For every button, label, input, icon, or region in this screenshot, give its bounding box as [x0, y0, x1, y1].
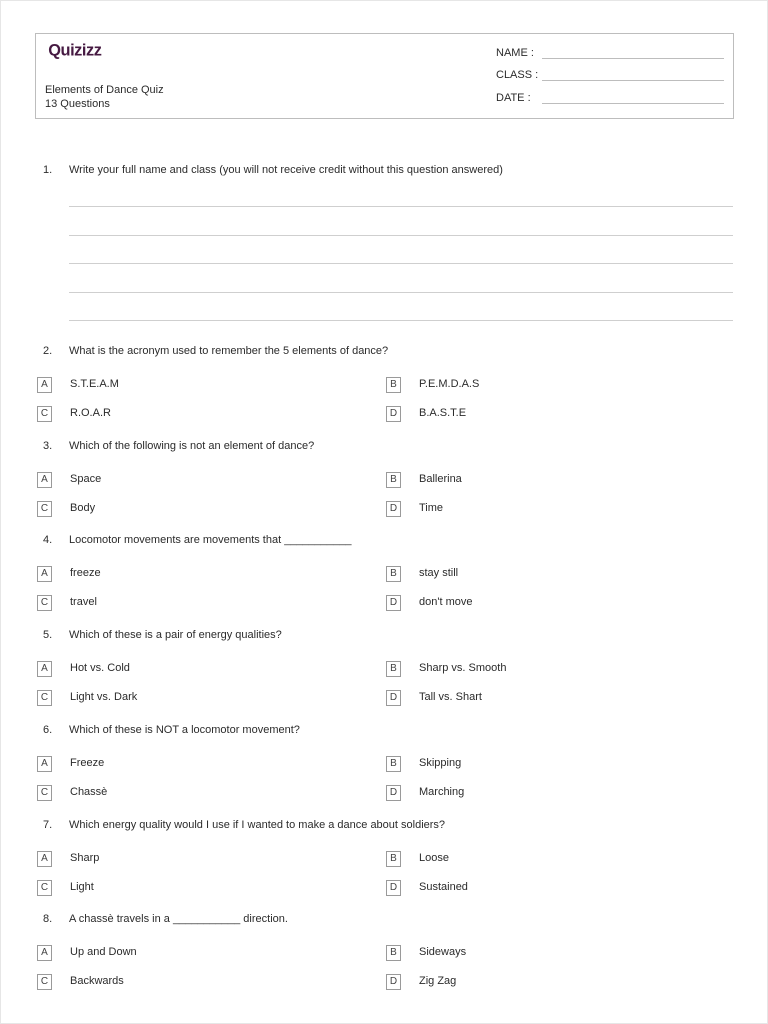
- question-text: What is the acronym used to remember the 5 elements of dance?: [69, 345, 389, 357]
- class-line[interactable]: [542, 80, 724, 81]
- option-text: Space: [70, 473, 102, 485]
- option-text: travel: [70, 596, 97, 608]
- quiz-title: Elements of Dance Quiz: [45, 84, 164, 96]
- answer-line[interactable]: [69, 263, 733, 264]
- option-letter-box[interactable]: D: [386, 785, 401, 801]
- option-letter-box[interactable]: C: [37, 406, 52, 422]
- option-letter-box[interactable]: A: [37, 756, 52, 772]
- question-text: Which of these is NOT a locomotor movement?: [69, 724, 300, 736]
- option-letter-box[interactable]: D: [386, 501, 401, 517]
- question-text: Which energy quality would I use if I wanted to make a dance about soldiers?: [69, 819, 446, 831]
- option-letter-box[interactable]: C: [37, 595, 52, 611]
- option-text: Hot vs. Cold: [70, 662, 130, 674]
- worksheet-header: [35, 33, 734, 119]
- option-letter-box[interactable]: A: [37, 945, 52, 961]
- question-count: 13 Questions: [45, 98, 110, 110]
- answer-line[interactable]: [69, 320, 733, 321]
- logo-text: Quizizz: [48, 41, 102, 60]
- option-text: Zig Zag: [419, 975, 457, 987]
- name-field[interactable]: [496, 47, 534, 59]
- option-letter-box[interactable]: B: [386, 756, 401, 772]
- question-text: A chassè travels in a ___________ direction.: [69, 913, 288, 925]
- question-number: 6.: [43, 724, 53, 736]
- option-text: Chassè: [70, 786, 108, 798]
- class-label: CLASS :: [496, 69, 539, 81]
- option-text: B.A.S.T.E: [419, 407, 467, 419]
- option-letter-box[interactable]: A: [37, 851, 52, 867]
- option-text: Ballerina: [419, 473, 462, 485]
- option-letter-box[interactable]: C: [37, 974, 52, 990]
- option-letter-box[interactable]: C: [37, 785, 52, 801]
- option-text: stay still: [419, 567, 459, 579]
- option-letter-box[interactable]: D: [386, 595, 401, 611]
- option-letter-box[interactable]: A: [37, 377, 52, 393]
- option-text: Skipping: [419, 757, 462, 769]
- option-letter-box[interactable]: B: [386, 472, 401, 488]
- option-letter-box[interactable]: B: [386, 851, 401, 867]
- question-number: 4.: [43, 534, 53, 546]
- question-number: 5.: [43, 629, 53, 641]
- date-field[interactable]: [496, 92, 531, 104]
- question-text: Locomotor movements are movements that ___________: [69, 534, 352, 546]
- option-letter-box[interactable]: D: [386, 880, 401, 896]
- option-text: Marching: [419, 786, 465, 798]
- option-text: Light: [70, 881, 94, 893]
- option-text: Sustained: [419, 881, 468, 893]
- option-text: Time: [419, 502, 444, 514]
- question-number: 7.: [43, 819, 53, 831]
- question-number: 8.: [43, 913, 53, 925]
- option-letter-box[interactable]: B: [386, 566, 401, 582]
- option-letter-box[interactable]: C: [37, 880, 52, 896]
- option-letter-box[interactable]: A: [37, 661, 52, 677]
- option-text: Sharp vs. Smooth: [419, 662, 507, 674]
- option-text: freeze: [70, 567, 101, 579]
- option-text: S.T.E.A.M: [70, 378, 119, 390]
- option-text: don't move: [419, 596, 473, 608]
- answer-line[interactable]: [69, 235, 733, 236]
- answer-line[interactable]: [69, 206, 733, 207]
- option-letter-box[interactable]: B: [386, 661, 401, 677]
- option-text: Body: [70, 502, 96, 514]
- name-label: NAME :: [496, 47, 534, 59]
- question-number: 3.: [43, 440, 53, 452]
- question-text: Which of these is a pair of energy qualities?: [69, 629, 282, 641]
- option-letter-box[interactable]: B: [386, 377, 401, 393]
- option-text: Backwards: [70, 975, 124, 987]
- option-text: Tall vs. Shart: [419, 691, 482, 703]
- question-number: 2.: [43, 345, 53, 357]
- option-letter-box[interactable]: C: [37, 501, 52, 517]
- option-text: Freeze: [70, 757, 105, 769]
- date-line[interactable]: [542, 103, 724, 104]
- option-letter-box[interactable]: D: [386, 974, 401, 990]
- answer-line[interactable]: [69, 292, 733, 293]
- option-text: Sharp: [70, 852, 100, 864]
- option-text: Loose: [419, 852, 449, 864]
- option-text: Sideways: [419, 946, 467, 958]
- option-text: P.E.M.D.A.S: [419, 378, 480, 390]
- class-field[interactable]: [496, 69, 538, 81]
- option-text: R.O.A.R: [70, 407, 111, 419]
- option-letter-box[interactable]: D: [386, 690, 401, 706]
- name-line[interactable]: [542, 58, 724, 59]
- question-text: Write your full name and class (you will not receive credit without this question answered): [69, 164, 503, 176]
- quizizz-logo: [45, 40, 117, 60]
- option-text: Up and Down: [70, 946, 137, 958]
- option-text: Light vs. Dark: [70, 691, 138, 703]
- option-letter-box[interactable]: D: [386, 406, 401, 422]
- date-label: DATE :: [496, 92, 531, 104]
- option-letter-box[interactable]: B: [386, 945, 401, 961]
- option-letter-box[interactable]: A: [37, 472, 52, 488]
- option-letter-box[interactable]: C: [37, 690, 52, 706]
- question-text: Which of the following is not an element of dance?: [69, 440, 315, 452]
- option-letter-box[interactable]: A: [37, 566, 52, 582]
- question-number: 1.: [43, 164, 53, 176]
